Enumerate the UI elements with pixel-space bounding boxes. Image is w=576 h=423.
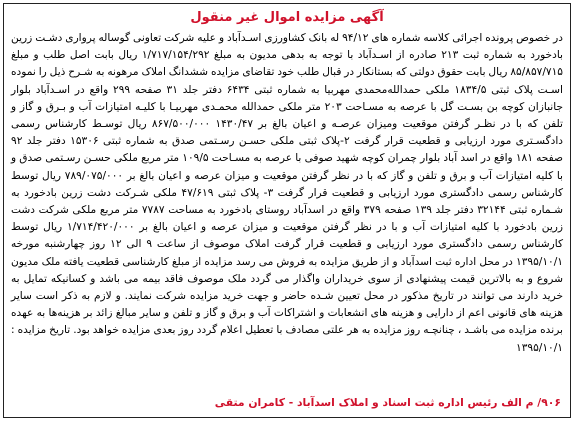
notice-body: در خصوص پرونده اجرائی کلاسه شماره های ۹۴/۱۲ له بانک کشاورزی اسـدآباد و علیه شرکت تعاونی گوساله پرواری دشـت زرین بادخورد به شماره ثبت ۲۱۳ صادره از اسـدآباد با توجه به بدهی مدیون به مبلغ ۱/۷۱۷/۱۵۴/۲۹۲ ریال بابت اصل طلب و مبلغ ۸۵/۸۵۷/۷۱۵ ریال بابت حقوق دولتی که بستانکار در قبال طلب خود تقاضای مزایده ششدانگ املاک مرهونه به شـرح ذیل را نموده اسـت پلاک ثبتی ۱۸۳۴/۵ ملکی حمدالله‌محمدی مهربیا به شماره ثبتی ۶۴۳۴ دفتر جلد ۳۱ صفحه ۲۹۹ واقع در اسـدآباد بلوار جانبازان کوچه بن بسـت گل با عرصه به مسـاحت ۲۰۳ متر ملکی حمدالله محمـدی مهربیـا با کلیـه امتیازات آب و بـرق و گاز و تلفن که با در نظـر گرفتن موقعیت ومیزان عرصـه و اعیان بالغ بر ۱۴۳۰/۴۷ ۸۶۷/۵۰۰/۰۰۰ ریال توسـط کارشناس رسمی دادگسـتری مورد ارزیابی و قطعیت قرار گرفت ۲-پلاک ثبتی ملکی حسـن رسـتمی صدق به شماره ثبتی ۱۵۳۰۶ دفتر جلد ۹۲ صفحه ۱۸۱ واقع در اسد آباد بلوار چمران کوچه شهید صوفی با عرصه به مسـاحت ۱۰۹/۵ متر مربع ملکی حسـن رسـتمی صدق و با کلیه امتیازات آب و برق و تلفن و گاز که با در نظر گرفتن موقعیت و میزان عرصه و اعیان بالغ بر ۷۸۹/۰۷۵/۰۰۰ ریال توسط کارشناس رسمی دادگستری مورد ارزیابی و قطعیت قرار گرفت ۳- پلاک ثبتی ۴۷/۶۱۹ ملکی شـرکت دشت زرین بادخورد به شـماره ثبتی ۳۲۱۴۴ دفتر جلد ۱۳۹ صفحه ۳۷۹ واقع در اسدآباد روستای بادخورد به مساحت ۷۷۸۷ متر مربع ملکی شرکت دشت زرین بادخورد با کلیه امتیازات آب و با در نظر گرفتن موقعیت و میزان عرصه و اعیان بالغ بر ۱/۷۱۴/۴۲۰/۰۰۰ ریال توسط کارشناس رسمی دادگستری مورد ارزیابی و قطعیت قرار گرفت املاک موصوف از ساعت ۹ الی ۱۲ روز چهارشنبه مورخه ۱۳۹۵/۱۰/۱ در محل اداره ثبت اسدآباد و از طریق مزایده به فروش می رسد مزایده از مبلغ کارشناسی قطعیت یافته ملک مدیون شروع و به بالاترین قیمت پیشنهادی از سوی خریداران واگذار می گردد ملک موصوف فاقد بیمه می باشد و کسانیکه تمایل به خرید دارند می توانند در تاریخ مذکور در محل تعیین شـده حاضر و جهت خرید مزایده شرکت نمایند. و لازم به ذکر است سایر هزینه های قانونی اعم از دارایی و هزینه های انشعابات و اشتراکات آب و برق و گاز و تلفن و سایر مبالغ زائد بر هزینه‌ها به عهده برنده مزایده می باشـد ، چنانچـه روز مزایده به هر علتی مصادف با تعطیل اعلام گردد روز بعدی مزایده خواهد بود. تاریخ مزایده : ۱۳۹۵/۱۰/۱: [11, 32, 564, 354]
auction-notice: [3, 3, 571, 418]
notice-signature: ۹۰۶/ م الف رئیس اداره ثبت اسناد و املاک اسدآباد - کامران متقی: [214, 396, 561, 409]
notice-title: آگهی مزایده اموال غیر منقول: [190, 10, 384, 25]
